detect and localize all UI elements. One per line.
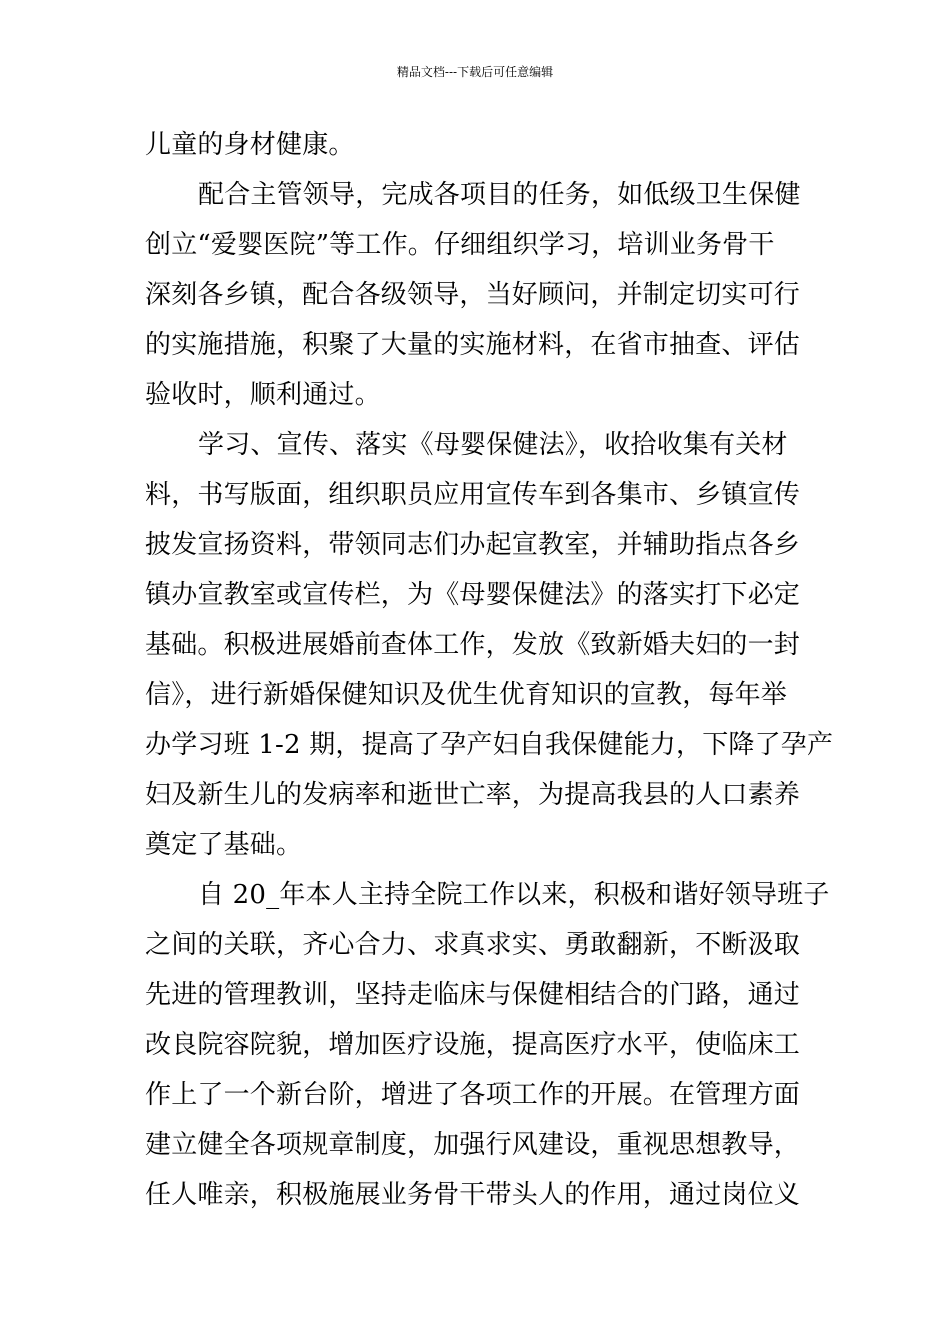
text-line: 奠定了基础。	[145, 830, 303, 860]
text-line: 改良院容院貌，增加医疗设施，提高医疗水平，使临床工	[145, 1030, 801, 1060]
paragraph-start-line: 配合主管领导，完成各项目的任务，如低级卫生保健	[198, 180, 801, 210]
text-line: 创立“爱婴医院”等工作。仔细组织学习，培训业务骨干	[145, 230, 775, 260]
document-body	[145, 120, 834, 1220]
text-line: 作上了一个新台阶，增进了各项工作的开展。在管理方面	[145, 1080, 801, 1110]
text-line: 妇及新生儿的发病率和逝世亡率，为提高我县的人口素养	[145, 780, 801, 810]
text-line: 任人唯亲，积极施展业务骨干带头人的作用，通过岗位义	[145, 1180, 801, 1210]
text-line: 办学习班 1-2 期，提高了孕产妇自我保健能力，下降了孕产	[145, 730, 834, 760]
text-line: 深刻各乡镇，配合各级领导，当好顾问，并制定切实可行	[145, 280, 801, 310]
text-line: 先进的管理教训，坚持走临床与保健相结合的门路，通过	[145, 980, 801, 1010]
text-line: 的实施措施，积聚了大量的实施材料，在省市抽查、评估	[145, 330, 801, 360]
text-line: 验收时，顺利通过。	[145, 380, 381, 410]
page-header: 精品文档---下载后可任意编辑	[396, 65, 554, 79]
paragraph-start-line: 学习、宣传、落实《母婴保健法》，收拾收集有关材	[198, 430, 788, 460]
paragraph-start-line: 自 20_年本人主持全院工作以来，积极和谐好领导班子	[198, 880, 830, 910]
text-line: 建立健全各项规章制度，加强行风建设，重视思想教导，	[145, 1130, 801, 1160]
text-line: 信》，进行新婚保健知识及优生优育知识的宣教，每年举	[145, 680, 788, 710]
text-line: 镇办宣教室或宣传栏，为《母婴保健法》的落实打下必定	[145, 580, 801, 610]
text-line: 之间的关联，齐心合力、求真求实、勇敢翻新，不断汲取	[145, 930, 801, 960]
text-line: 基础。积极进展婚前查体工作，发放《致新婚夫妇的一封	[145, 630, 801, 660]
text-line: 料，书写版面，组织职员应用宣传车到各集市、乡镇宣传	[145, 480, 801, 510]
text-line: 披发宣扬资料，带领同志们办起宣教室，并辅助指点各乡	[145, 530, 801, 560]
text-line: 儿童的身材健康。	[145, 130, 355, 160]
